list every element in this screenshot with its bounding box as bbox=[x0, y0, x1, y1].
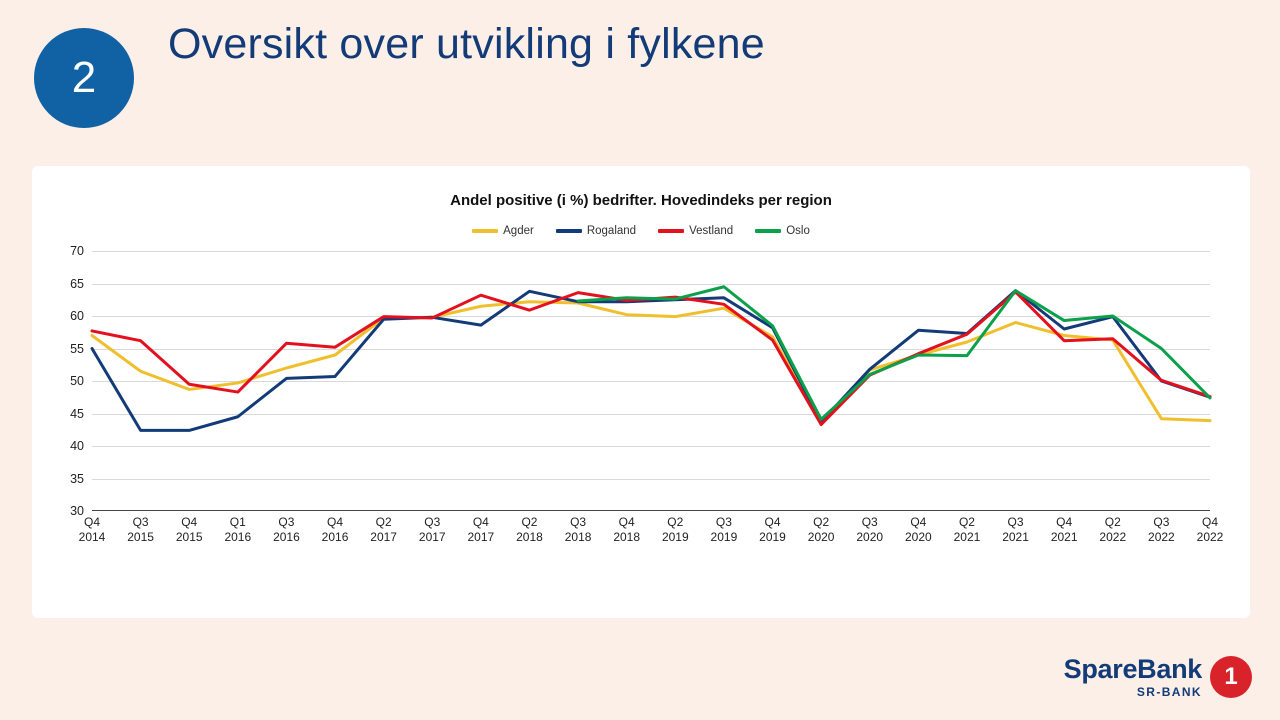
brand-logo bbox=[1064, 656, 1252, 698]
y-axis-tick-label: 40 bbox=[70, 439, 84, 453]
legend-swatch-icon bbox=[472, 229, 498, 233]
x-axis-tick-label bbox=[370, 515, 397, 545]
x-axis-tick-quarter: Q2 bbox=[667, 515, 684, 529]
x-axis-tick-quarter: Q4 bbox=[764, 515, 781, 529]
x-axis-tick-year: 2016 bbox=[273, 530, 300, 544]
x-axis-tick-label bbox=[662, 515, 689, 545]
x-axis-tick-label bbox=[954, 515, 981, 545]
x-axis-tick-label bbox=[1051, 515, 1078, 545]
slide-number: 2 bbox=[71, 53, 97, 102]
x-axis-tick-quarter: Q4 bbox=[910, 515, 927, 529]
x-axis-tick-year: 2018 bbox=[516, 530, 543, 544]
x-axis-tick-year: 2018 bbox=[564, 530, 592, 544]
y-axis-tick-label: 30 bbox=[70, 504, 84, 518]
x-axis-tick-quarter: Q1 bbox=[229, 515, 246, 529]
legend-swatch-icon bbox=[755, 229, 781, 233]
x-axis-tick-label bbox=[224, 515, 251, 545]
x-axis-tick-label bbox=[419, 515, 446, 545]
x-axis-tick-label bbox=[1148, 515, 1175, 545]
x-axis-tick-quarter: Q4 bbox=[1056, 515, 1073, 529]
x-axis-tick-year: 2014 bbox=[78, 530, 106, 544]
brand-wordmark bbox=[1064, 656, 1202, 698]
brand-subname: SR-BANK bbox=[1136, 685, 1202, 699]
x-axis-tick-year: 2015 bbox=[175, 530, 203, 544]
x-axis-tick-label bbox=[711, 515, 738, 545]
legend-swatch-icon bbox=[658, 229, 684, 233]
x-axis-tick-quarter: Q4 bbox=[1201, 515, 1219, 529]
x-axis-tick-year: 2016 bbox=[224, 530, 252, 544]
chart-legend bbox=[32, 225, 1250, 237]
y-axis-tick-label: 70 bbox=[70, 244, 84, 258]
x-axis-tick-year: 2017 bbox=[418, 530, 446, 544]
y-axis-tick-label: 35 bbox=[70, 471, 84, 486]
x-axis-tick-quarter: Q2 bbox=[1104, 515, 1121, 529]
x-axis-tick-label bbox=[176, 515, 203, 545]
chart-title: Andel positive (i %) bedrifter. Hovedindeks per region bbox=[450, 192, 832, 209]
x-axis-tick-year: 2021 bbox=[953, 530, 981, 544]
x-axis-tick-label bbox=[808, 515, 835, 545]
chart-plot-area bbox=[70, 244, 1210, 518]
x-axis-tick-year: 2017 bbox=[467, 530, 495, 544]
x-axis-tick-quarter: Q3 bbox=[861, 515, 878, 529]
x-axis-tick-year: 2021 bbox=[1002, 530, 1029, 544]
x-axis-tick-label bbox=[759, 515, 786, 545]
x-axis-tick-label bbox=[905, 515, 932, 545]
x-axis-tick-label bbox=[322, 515, 349, 545]
page-title: Oversikt over utvikling i fylkene bbox=[168, 20, 765, 68]
x-axis-tick-year: 2021 bbox=[1050, 530, 1078, 544]
y-axis-tick-label: 45 bbox=[70, 406, 84, 421]
legend-item[interactable] bbox=[556, 225, 636, 237]
x-axis-tick-year: 2015 bbox=[127, 530, 154, 544]
brand-mark-icon: 1 bbox=[1210, 656, 1252, 698]
x-axis-tick-label bbox=[127, 515, 154, 545]
brand-name: SpareBank bbox=[1063, 654, 1202, 684]
x-axis-tick-quarter: Q3 bbox=[570, 515, 587, 529]
series-line-rogaland bbox=[92, 291, 1210, 431]
x-axis-tick-quarter: Q3 bbox=[278, 515, 295, 529]
x-axis-tick-quarter: Q4 bbox=[83, 515, 101, 529]
x-axis-tick-year: 2019 bbox=[661, 530, 689, 544]
x-axis-tick-year: 2019 bbox=[759, 530, 786, 544]
x-axis-tick-label bbox=[1002, 515, 1029, 545]
x-axis-tick-quarter: Q3 bbox=[715, 515, 732, 529]
legend-item[interactable] bbox=[472, 225, 534, 237]
legend-item[interactable] bbox=[658, 225, 733, 237]
legend-item[interactable] bbox=[755, 225, 810, 237]
x-axis-tick-quarter: Q3 bbox=[1153, 515, 1170, 529]
y-axis-labels bbox=[50, 244, 84, 518]
x-axis-tick-label bbox=[1197, 515, 1224, 545]
legend-swatch-icon bbox=[556, 229, 582, 233]
x-axis-tick-label bbox=[613, 515, 640, 545]
y-axis-tick-label: 50 bbox=[70, 374, 84, 388]
x-axis-tick-quarter: Q4 bbox=[327, 515, 344, 529]
x-axis-tick-year: 2022 bbox=[1148, 530, 1175, 544]
x-axis-tick-year: 2022 bbox=[1099, 530, 1127, 544]
y-axis-tick-label: 65 bbox=[70, 276, 84, 291]
x-axis-tick-year: 2020 bbox=[807, 530, 835, 544]
y-axis-tick-label: 55 bbox=[70, 341, 84, 356]
x-axis-tick-label bbox=[468, 515, 495, 545]
chart-card bbox=[32, 166, 1250, 618]
x-axis-tick-quarter: Q2 bbox=[958, 515, 975, 529]
x-axis-tick-quarter: Q3 bbox=[424, 515, 441, 529]
x-axis-tick-year: 2016 bbox=[321, 530, 349, 544]
x-axis-tick-quarter: Q4 bbox=[618, 515, 635, 529]
legend-label: Oslo bbox=[786, 225, 810, 237]
x-axis-tick-year: 2017 bbox=[370, 530, 397, 544]
x-axis-tick-label bbox=[1099, 515, 1126, 545]
x-axis-tick-quarter: Q2 bbox=[521, 515, 538, 529]
series-line-oslo bbox=[578, 287, 1210, 420]
x-axis-tick-label bbox=[856, 515, 883, 545]
x-axis-tick-quarter: Q3 bbox=[132, 515, 149, 529]
x-axis-tick-year: 2020 bbox=[856, 530, 884, 544]
x-axis-tick-quarter: Q3 bbox=[1007, 515, 1024, 529]
y-axis-tick-label: 60 bbox=[70, 309, 84, 323]
x-axis-tick-label bbox=[79, 515, 106, 545]
x-axis-labels bbox=[78, 511, 1224, 555]
legend-label: Vestland bbox=[689, 225, 734, 237]
x-axis-tick-label bbox=[565, 515, 592, 545]
x-axis-tick-year: 2018 bbox=[613, 530, 641, 544]
slide-number-badge bbox=[34, 28, 134, 128]
x-axis-tick-quarter: Q4 bbox=[181, 515, 198, 529]
legend-label: Agder bbox=[503, 225, 534, 237]
x-axis-tick-label bbox=[516, 515, 543, 545]
x-axis-tick-label bbox=[273, 515, 300, 545]
x-axis-tick-year: 2022 bbox=[1196, 530, 1224, 544]
x-axis-tick-quarter: Q2 bbox=[813, 515, 830, 529]
x-axis-tick-year: 2020 bbox=[904, 530, 932, 544]
x-axis-tick-quarter: Q4 bbox=[472, 515, 489, 529]
legend-label: Rogaland bbox=[586, 225, 637, 237]
series-lines bbox=[92, 251, 1210, 511]
x-axis-tick-year: 2019 bbox=[710, 530, 738, 544]
x-axis-tick-quarter: Q2 bbox=[375, 515, 392, 529]
